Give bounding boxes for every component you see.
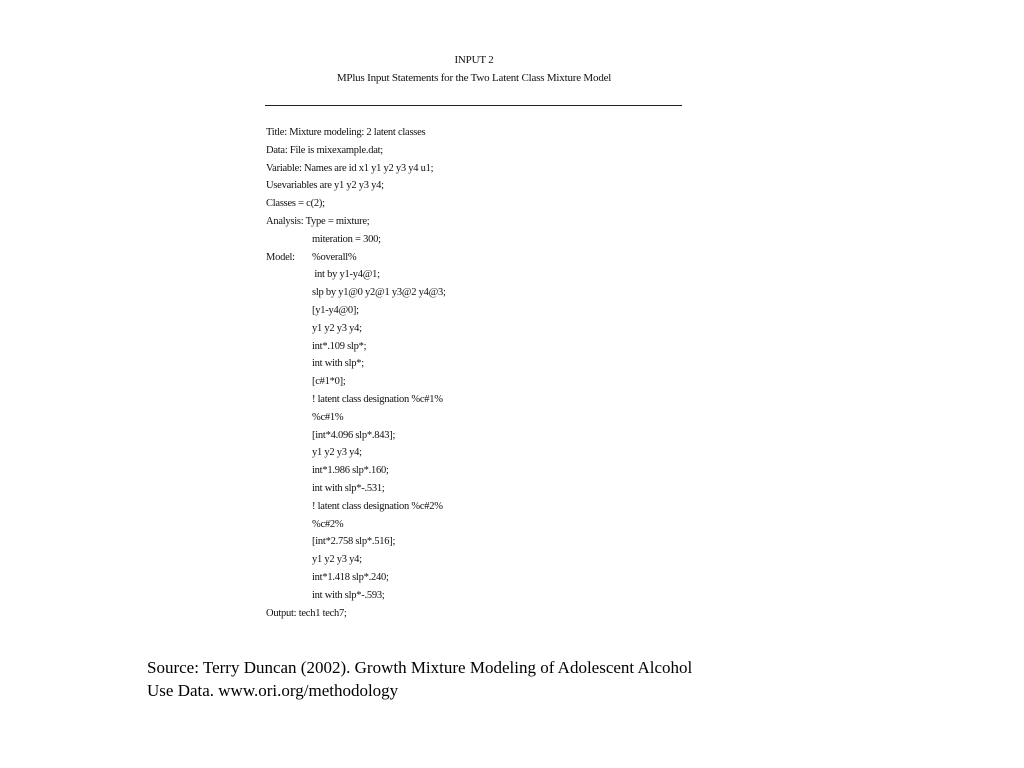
code-line-text: [y1-y4@0];	[312, 304, 359, 316]
code-line	[266, 533, 676, 551]
code-line	[266, 249, 676, 267]
code-line-text: int*1.418 slp*.240;	[312, 571, 389, 583]
code-line-text: y1 y2 y3 y4;	[312, 554, 362, 566]
code-line	[266, 373, 676, 391]
code-line	[266, 302, 676, 320]
code-line	[266, 462, 676, 480]
source-citation	[147, 656, 847, 702]
mplus-code-block	[266, 124, 676, 622]
code-line	[266, 498, 676, 516]
code-line	[266, 516, 676, 534]
code-line-text: ! latent class designation %c#1%	[312, 393, 443, 405]
code-line-text: int with slp*-.531;	[312, 482, 385, 494]
code-line	[266, 444, 676, 462]
code-line	[266, 124, 676, 142]
code-line-text: [int*4.096 slp*.843];	[312, 429, 396, 441]
code-line-text: int with slp*;	[312, 358, 364, 370]
code-line-text: %c#1%	[312, 411, 344, 423]
code-line-text: [c#1*0];	[312, 376, 346, 388]
code-line-text: [int*2.758 slp*.516];	[312, 536, 396, 548]
source-line-2: Use Data. www.ori.org/methodology	[147, 681, 399, 700]
code-line	[266, 266, 676, 284]
code-line	[266, 213, 676, 231]
code-line	[266, 480, 676, 498]
code-line-text: int*1.986 slp*.160;	[312, 465, 389, 477]
code-line	[266, 427, 676, 445]
code-line-text: slp by y1@0 y2@1 y3@2 y4@3;	[312, 287, 446, 299]
code-line-label: Model:	[266, 251, 295, 263]
code-line-text: y1 y2 y3 y4;	[312, 447, 362, 459]
code-line-text: int with slp*-.593;	[312, 589, 385, 601]
mplus-input-figure	[264, 52, 684, 622]
code-line-text: Analysis: Type = mixture;	[266, 215, 370, 227]
code-line-text: int by y1-y4@1;	[312, 269, 380, 281]
code-line	[266, 195, 676, 213]
source-line-1: Source: Terry Duncan (2002). Growth Mixture Modeling of Adolescent Alcohol	[147, 658, 693, 677]
code-line	[266, 177, 676, 195]
code-line-text: Data: File is mixexample.dat;	[266, 144, 383, 156]
code-line-text: ! latent class designation %c#2%	[312, 500, 443, 512]
code-line	[266, 284, 676, 302]
figure-label: INPUT 2	[454, 54, 494, 66]
code-line	[266, 338, 676, 356]
code-line	[266, 320, 676, 338]
code-line	[266, 142, 676, 160]
code-line	[266, 569, 676, 587]
code-line	[266, 160, 676, 178]
code-line-text: int*.109 slp*;	[312, 340, 367, 352]
caption-divider	[265, 105, 682, 106]
code-line-text: Output: tech1 tech7;	[266, 607, 347, 619]
code-line-text: %c#2%	[312, 518, 344, 530]
figure-caption: MPlus Input Statements for the Two Latent Class Mixture Model	[336, 72, 612, 84]
code-line-text: Classes = c(2);	[266, 198, 325, 210]
code-line-text: %overall%	[312, 251, 357, 263]
code-line-text: Title: Mixture modeling: 2 latent classes	[266, 127, 426, 138]
code-line-text: miteration = 300;	[312, 233, 381, 245]
code-line-text: Variable: Names are id x1 y1 y2 y3 y4 u1;	[266, 162, 434, 174]
code-line	[266, 587, 676, 605]
code-line-text: y1 y2 y3 y4;	[312, 322, 362, 334]
code-line	[266, 391, 676, 409]
code-line	[266, 551, 676, 569]
code-line	[266, 605, 676, 623]
code-line-text: Usevariables are y1 y2 y3 y4;	[266, 180, 384, 192]
code-line	[266, 355, 676, 373]
code-line	[266, 409, 676, 427]
code-line	[266, 231, 676, 249]
